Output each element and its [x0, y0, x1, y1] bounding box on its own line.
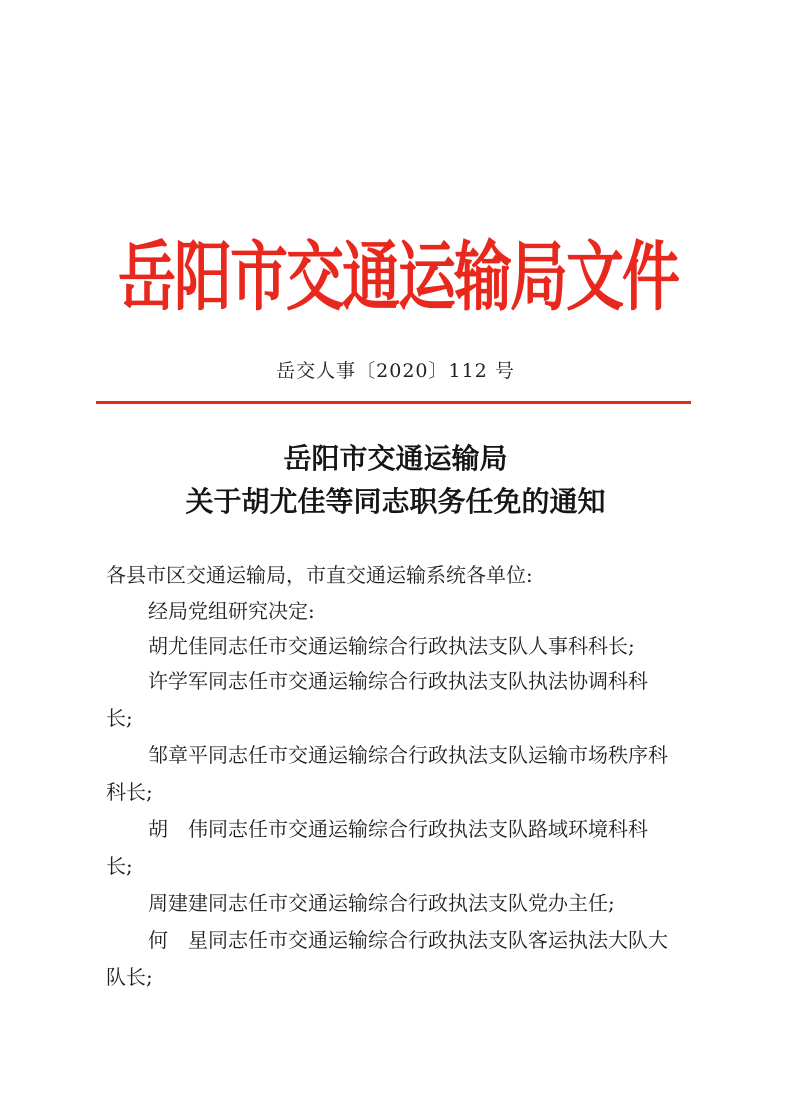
body-line: 邹章平同志任市交通运输综合行政执法支队运输市场秩序科: [148, 743, 668, 767]
body-line: 胡 伟同志任市交通运输综合行政执法支队路域环境科科: [148, 817, 648, 841]
body-line: 长;: [106, 854, 133, 878]
document-title-line-2: 关于胡尤佳等同志职务任免的通知: [185, 485, 606, 518]
body-line: 经局党组研究决定:: [148, 599, 315, 623]
document-number: 岳交人事〔2020〕112 号: [276, 360, 515, 382]
body-line: 周建建同志任市交通运输综合行政执法支队党办主任;: [148, 891, 615, 915]
body-line: 长;: [106, 706, 133, 730]
body-line: 科长;: [106, 780, 153, 804]
document-title-line-1: 岳阳市交通运输局: [283, 442, 508, 475]
issuer-header: 岳阳市交通运输局文件: [118, 232, 679, 322]
body-line: 队长;: [106, 965, 153, 989]
body-line: 何 星同志任市交通运输综合行政执法支队客运执法大队大: [148, 928, 668, 952]
body-line: 胡尤佳同志任市交通运输综合行政执法支队人事科科长;: [148, 634, 635, 658]
salutation: 各县市区交通运输局，市直交通运输系统各单位:: [106, 563, 533, 587]
body-line: 许学军同志任市交通运输综合行政执法支队执法协调科科: [148, 669, 648, 693]
red-divider-line: [96, 401, 691, 404]
